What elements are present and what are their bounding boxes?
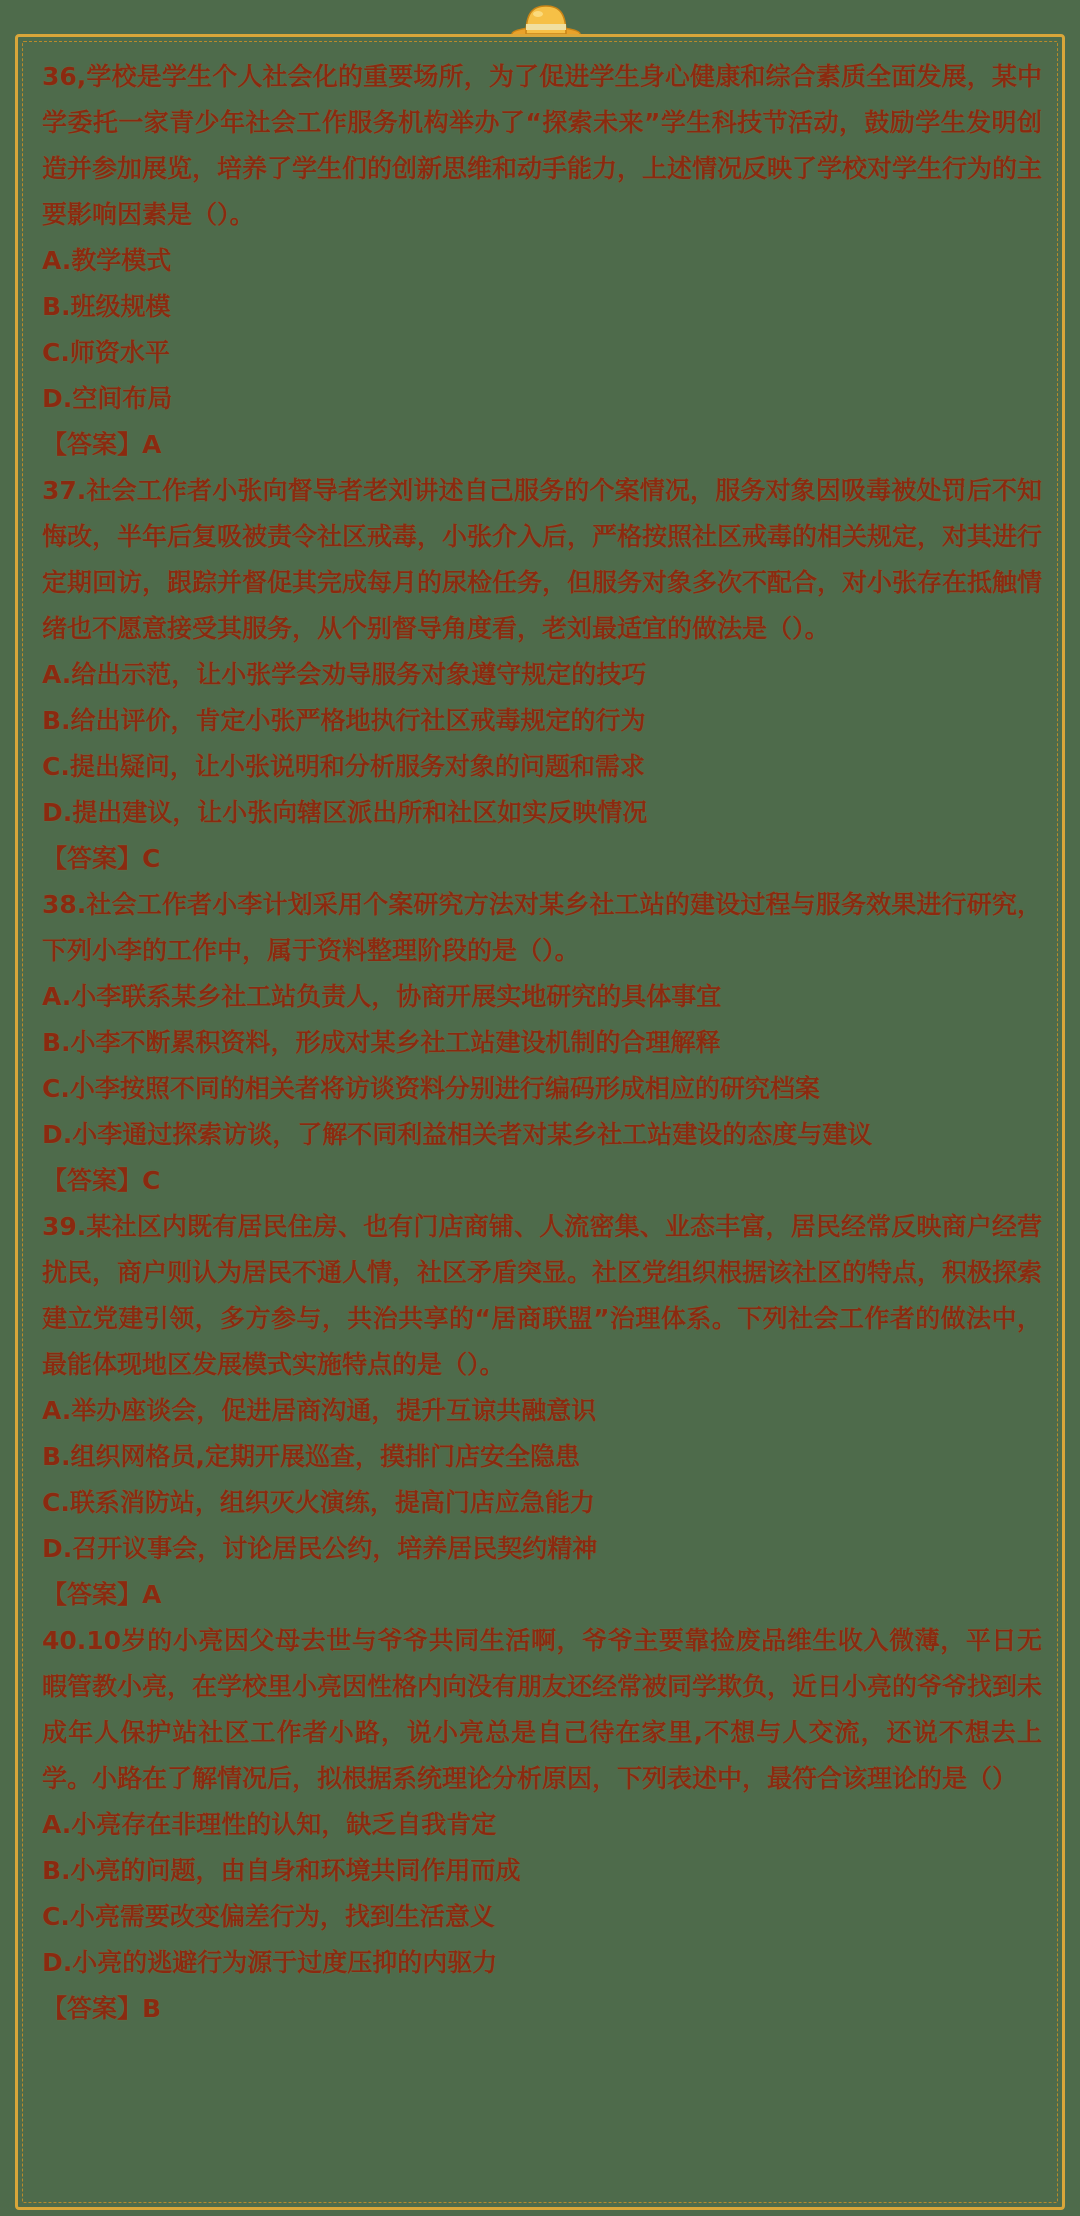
option-b: B.给出评价，肯定小张严格地执行社区戒毒规定的行为 — [42, 706, 646, 735]
question-39 — [42, 1204, 1042, 1618]
question-stem: 37.社会工作者小张向督导者老刘讲述自己服务的个案情况，服务对象因吸毒被处罚后不知悔改，半年后复吸被责令社区戒毒，小张介入后，严格按照社区戒毒的相关规定，对其进行定期回访，跟踪并督促其完成每月的尿检任务，但服务对象多次不配合，对小张存在抵触情绪也不愿意接受其服务，从个别督导角度看，老刘最适宜的做法是（）。 — [42, 476, 1043, 643]
option-a: A.给出示范，让小张学会劝导服务对象遵守规定的技巧 — [42, 660, 647, 689]
option-a: A.教学模式 — [42, 246, 172, 275]
option-c: C.联系消防站，组织灭火演练，提高门店应急能力 — [42, 1488, 595, 1517]
answer-label: 【答案】C — [42, 1166, 161, 1195]
option-d: D.小亮的逃避行为源于过度压抑的内驱力 — [42, 1948, 498, 1977]
question-stem: 36,学校是学生个人社会化的重要场所，为了促进学生身心健康和综合素质全面发展，某中学委托一家青少年社会工作服务机构举办了“探索未来”学生科技节活动，鼓励学生发明创造并参加展览，培养了学生们的创新思维和动手能力，上述情况反映了学校对学生行为的主要影响因素是（）。 — [42, 62, 1043, 229]
option-b: B.组织网格员,定期开展巡查，摸排门店安全隐患 — [42, 1442, 581, 1471]
option-c: C.小亮需要改变偏差行为，找到生活意义 — [42, 1902, 495, 1931]
question-stem: 40.10岁的小亮因父母去世与爷爷共同生活啊，爷爷主要靠捡废品维生收入微薄，平日无暇管教小亮，在学校里小亮因性格内向没有朋友还经常被同学欺负，近日小亮的爷爷找到未成年人保护站社区工作者小路，说小亮总是自己待在家里,不想与人交流，还说不想去上学。小路在了解情况后，拟根据系统理论分析原因，下列表述中，最符合该理论的是（） — [42, 1626, 1043, 1793]
option-a: A.举办座谈会，促进居商沟通，提升互谅共融意识 — [42, 1396, 597, 1425]
option-d: D.空间布局 — [42, 384, 173, 413]
option-c: C.师资水平 — [42, 338, 170, 367]
option-b: B.小李不断累积资料，形成对某乡社工站建设机制的合理解释 — [42, 1028, 721, 1057]
option-d: D.小李通过探索访谈，了解不同利益相关者对某乡社工站建设的态度与建议 — [42, 1120, 873, 1149]
question-40 — [42, 1618, 1042, 2032]
option-b: B.班级规模 — [42, 292, 171, 321]
option-a: A.小亮存在非理性的认知，缺乏自我肯定 — [42, 1810, 497, 1839]
question-38 — [42, 882, 1042, 1204]
answer-label: 【答案】B — [42, 1994, 162, 2023]
option-c: C.提出疑问，让小张说明和分析服务对象的问题和需求 — [42, 752, 645, 781]
option-d: D.召开议事会，讨论居民公约，培养居民契约精神 — [42, 1534, 598, 1563]
option-b: B.小亮的问题，由自身和环境共同作用而成 — [42, 1856, 521, 1885]
question-list — [42, 54, 1042, 2032]
option-c: C.小李按照不同的相关者将访谈资料分别进行编码形成相应的研究档案 — [42, 1074, 820, 1103]
option-d: D.提出建议，让小张向辖区派出所和社区如实反映情况 — [42, 798, 648, 827]
answer-label: 【答案】C — [42, 844, 161, 873]
question-37 — [42, 468, 1042, 882]
option-a: A.小李联系某乡社工站负责人，协商开展实地研究的具体事宜 — [42, 982, 722, 1011]
answer-label: 【答案】A — [42, 1580, 162, 1609]
question-36 — [42, 54, 1042, 468]
answer-label: 【答案】A — [42, 430, 162, 459]
question-stem: 38.社会工作者小李计划采用个案研究方法对某乡社工站的建设过程与服务效果进行研究，下列小李的工作中，属于资料整理阶段的是（）。 — [42, 890, 1042, 965]
question-stem: 39.某社区内既有居民住房、也有门店商铺、人流密集、业态丰富，居民经常反映商户经营扰民，商户则认为居民不通人情，社区矛盾突显。社区党组织根据该社区的特点，积极探索建立党建引领，多方参与，共治共享的“居商联盟”治理体系。下列社会工作者的做法中，最能体现地区发展模式实施特点的是（）。 — [42, 1212, 1043, 1379]
